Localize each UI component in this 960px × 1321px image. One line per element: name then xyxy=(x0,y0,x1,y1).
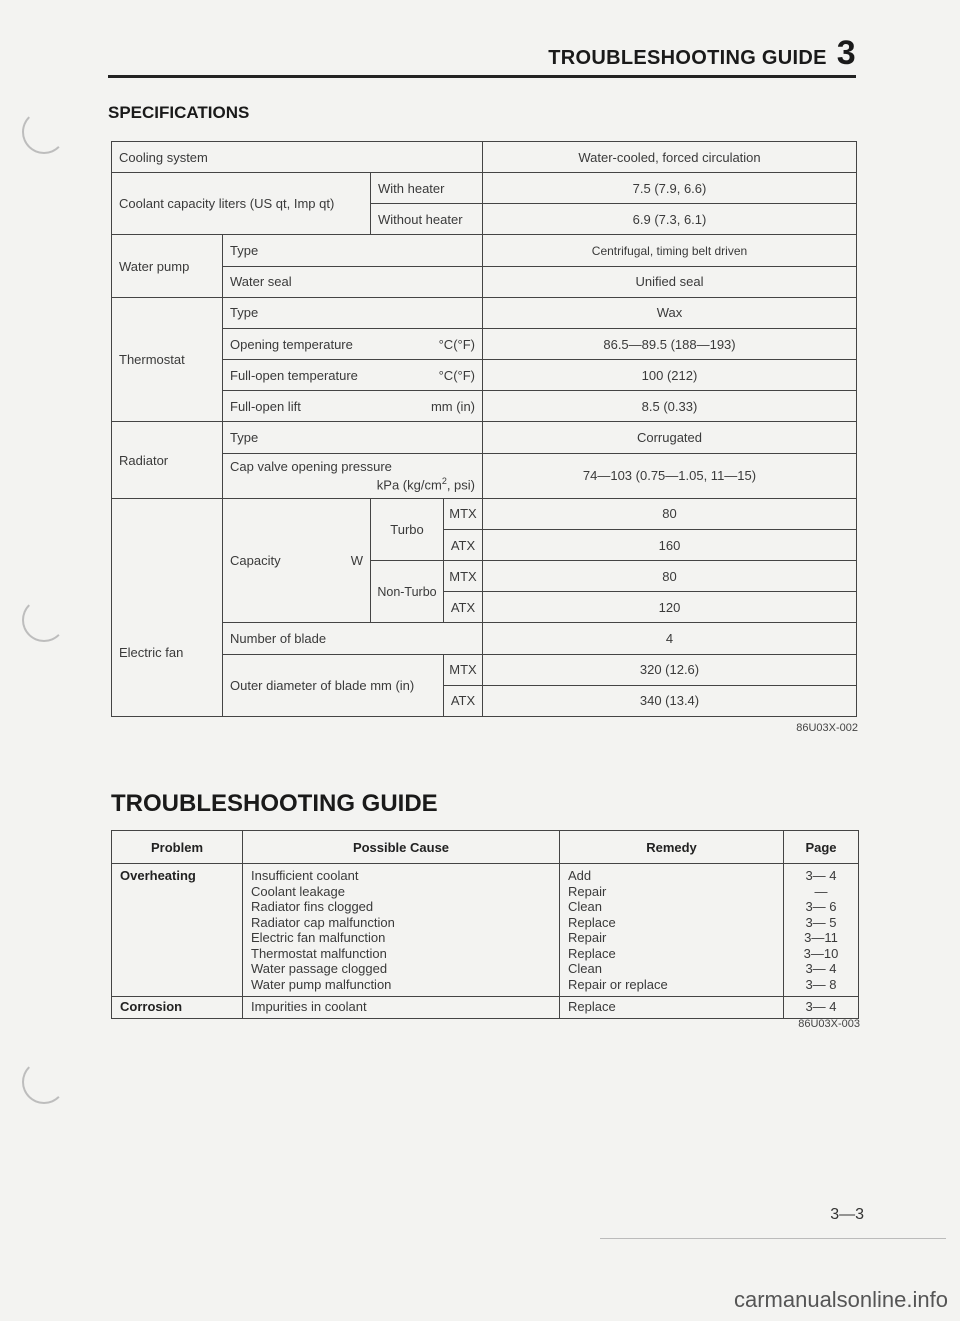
list-item: Clean xyxy=(568,961,602,976)
page-number: 3—3 xyxy=(830,1206,864,1223)
full-open-lift-value: 8.5 (0.33) xyxy=(483,391,857,422)
list-item: Radiator fins clogged xyxy=(251,899,374,914)
table-row xyxy=(112,142,857,173)
col-header-remedy: Remedy xyxy=(560,831,784,864)
capacity-label: Capacity xyxy=(230,553,281,569)
nonturbo-mtx-label: MTX xyxy=(444,561,483,592)
cap-pressure-value: 74—103 (0.75—1.05, 11—15) xyxy=(483,453,857,498)
cap-pressure-cell xyxy=(223,453,483,498)
od-mtx-label: MTX xyxy=(444,654,483,685)
full-open-temp-cell xyxy=(223,360,483,391)
table-header-row xyxy=(112,831,859,864)
table-row xyxy=(112,422,857,453)
table-row xyxy=(112,297,857,328)
electric-fan-label: Electric fan xyxy=(112,498,223,716)
col-header-problem: Problem xyxy=(112,831,243,864)
radiator-type-value: Corrugated xyxy=(483,422,857,453)
table-row xyxy=(112,453,857,498)
capacity-cell xyxy=(223,498,371,623)
list-item: 3—11 xyxy=(804,930,838,945)
coolant-capacity-label: Coolant capacity liters (US qt, Imp qt) xyxy=(112,173,371,235)
table-row xyxy=(112,498,857,529)
list-item: Add xyxy=(568,868,592,883)
table-row xyxy=(112,997,859,1019)
full-open-lift-label: Full-open lift xyxy=(230,398,301,414)
water-pump-type-value: Centrifugal, timing belt driven xyxy=(483,235,857,266)
list-item: — xyxy=(814,883,828,899)
list-item: Clean xyxy=(568,899,602,914)
blade-count-value: 4 xyxy=(483,623,857,654)
troubleshooting-title: TROUBLESHOOTING GUIDE xyxy=(111,790,438,817)
opening-temp-unit: °C(°F) xyxy=(438,336,475,352)
turbo-atx-value: 160 xyxy=(483,529,857,560)
thermostat-type-label: Type xyxy=(223,297,483,328)
binder-hole-mark xyxy=(22,598,66,642)
thermostat-type-value: Wax xyxy=(483,297,857,328)
list-item: Water passage clogged xyxy=(251,961,388,976)
list-item: Thermostat malfunction xyxy=(251,945,387,961)
nonturbo-mtx-value: 80 xyxy=(483,561,857,592)
table-row xyxy=(112,173,857,204)
nonturbo-atx-value: 120 xyxy=(483,592,857,623)
header-title: TROUBLESHOOTING GUIDE xyxy=(548,47,827,69)
nonturbo-atx-label: ATX xyxy=(444,592,483,623)
water-seal-value: Unified seal xyxy=(483,266,857,297)
col-header-cause: Possible Cause xyxy=(243,831,560,864)
list-item: Replace xyxy=(568,945,616,961)
specifications-title: SPECIFICATIONS xyxy=(108,103,250,122)
list-item: Repair xyxy=(568,883,607,899)
overheating-pages xyxy=(784,864,859,997)
footer-rule xyxy=(600,1238,946,1239)
blade-count-label: Number of blade xyxy=(223,623,483,654)
list-item: Water pump malfunction xyxy=(251,976,392,992)
opening-temp-value: 86.5—89.5 (188—193) xyxy=(483,328,857,359)
non-turbo-label: Non-Turbo xyxy=(371,561,444,623)
full-open-temp-unit: °C(°F) xyxy=(438,367,475,383)
opening-temp-cell xyxy=(223,328,483,359)
list-item: Replace xyxy=(568,914,616,930)
without-heater-value: 6.9 (7.3, 6.1) xyxy=(483,204,857,235)
list-item: Insufficient coolant xyxy=(251,868,359,883)
corrosion-remedy: Replace xyxy=(560,997,784,1019)
full-open-temp-value: 100 (212) xyxy=(483,360,857,391)
troubleshooting-table xyxy=(111,830,859,1019)
water-seal-label: Water seal xyxy=(223,266,483,297)
full-open-lift-unit: mm (in) xyxy=(430,398,475,414)
problem-overheating: Overheating xyxy=(112,864,243,997)
cap-pressure-unit: kPa ($kg/cm^2$, psi) xyxy=(376,476,475,493)
turbo-mtx-value: 80 xyxy=(483,498,857,529)
trouble-reference-code: 86U03X-003 xyxy=(798,1018,860,1030)
cap-pressure-label: Cap valve opening pressure xyxy=(230,459,392,475)
list-item: 3— 6 xyxy=(805,899,837,914)
capacity-unit: W xyxy=(350,553,363,569)
table-row xyxy=(112,654,857,685)
with-heater-value: 7.5 (7.9, 6.6) xyxy=(483,173,857,204)
turbo-atx-label: ATX xyxy=(444,529,483,560)
list-item: 3— 4 xyxy=(805,961,837,976)
water-pump-type-label: Type xyxy=(223,235,483,266)
turbo-mtx-label: MTX xyxy=(444,498,483,529)
page-header xyxy=(548,34,856,73)
table-row xyxy=(112,266,857,297)
table-row xyxy=(112,864,859,997)
binder-hole-mark xyxy=(22,1060,66,1104)
od-mtx-value: 320 (12.6) xyxy=(483,654,857,685)
od-atx-value: 340 (13.4) xyxy=(483,685,857,716)
overheating-causes xyxy=(243,864,560,997)
binder-hole-mark xyxy=(22,110,66,154)
header-rule xyxy=(108,75,856,78)
list-item: 3— 4 xyxy=(805,868,837,883)
od-atx-label: ATX xyxy=(444,685,483,716)
corrosion-cause: Impurities in coolant xyxy=(243,997,560,1019)
overheating-remedies xyxy=(560,864,784,997)
without-heater-label: Without heater xyxy=(371,204,483,235)
outer-diameter-label: Outer diameter of blade mm (in) xyxy=(223,654,444,716)
full-open-temp-label: Full-open temperature xyxy=(230,367,358,383)
cooling-system-value: Water-cooled, forced circulation xyxy=(483,142,857,173)
table-row xyxy=(112,623,857,654)
water-pump-label: Water pump xyxy=(112,235,223,297)
list-item: Repair xyxy=(568,930,607,945)
list-item: 3—10 xyxy=(803,945,839,961)
table-row xyxy=(112,328,857,359)
full-open-lift-cell xyxy=(223,391,483,422)
list-item: Electric fan malfunction xyxy=(251,930,386,945)
table-row xyxy=(112,235,857,266)
spec-reference-code: 86U03X-002 xyxy=(796,722,858,734)
list-item: 3— 5 xyxy=(805,914,837,930)
table-row xyxy=(112,360,857,391)
radiator-label: Radiator xyxy=(112,422,223,498)
problem-corrosion: Corrosion xyxy=(112,997,243,1019)
with-heater-label: With heater xyxy=(371,173,483,204)
specifications-table xyxy=(111,141,857,717)
watermark: carmanualsonline.info xyxy=(733,1287,948,1312)
list-item: Coolant leakage xyxy=(251,883,345,899)
corrosion-page: 3— 4 xyxy=(784,997,859,1019)
turbo-label: Turbo xyxy=(371,498,444,560)
radiator-type-label: Type xyxy=(223,422,483,453)
list-item: Repair or replace xyxy=(568,976,668,992)
opening-temp-label: Opening temperature xyxy=(230,336,353,352)
thermostat-label: Thermostat xyxy=(112,297,223,422)
list-item: 3— 8 xyxy=(805,976,837,992)
cooling-system-label: Cooling system xyxy=(112,142,483,173)
list-item: Radiator cap malfunction xyxy=(251,914,395,930)
col-header-page: Page xyxy=(784,831,859,864)
chapter-number: 3 xyxy=(836,34,856,72)
table-row xyxy=(112,391,857,422)
